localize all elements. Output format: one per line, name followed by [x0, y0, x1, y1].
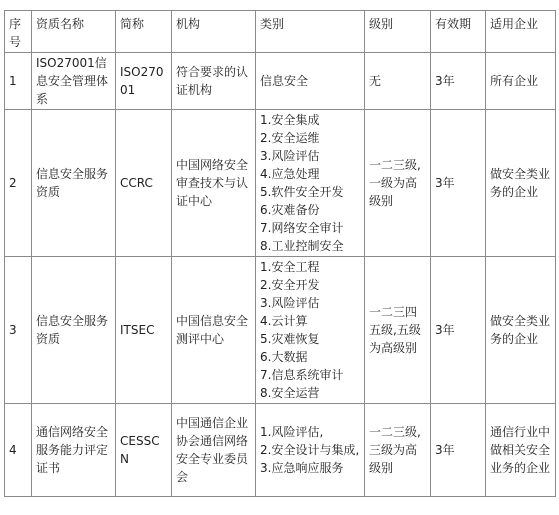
cell-validity: 3年: [431, 257, 486, 404]
cell-abbr: ITSEC: [116, 257, 172, 404]
cell-name: 信息安全服务资质: [32, 110, 116, 257]
cell-name: 通信网络安全服务能力评定证书: [32, 404, 116, 497]
cell-category: [256, 404, 365, 497]
cell-no: 3: [5, 257, 32, 404]
category-item: 5.软件安全开发: [260, 185, 344, 199]
cell-applicable: 通信行业中做相关安全业务的企业: [486, 404, 556, 497]
cell-org: 中国通信企业协会通信网络安全专业委员会: [172, 404, 256, 497]
category-item: 8.安全运营: [260, 386, 320, 400]
table-row: [5, 110, 556, 257]
category-item: 3.应急响应服务: [260, 461, 344, 475]
cell-level: 一二三级,一级为高级别: [365, 110, 431, 257]
cell-no: 1: [5, 53, 32, 110]
header-applicable: 适用企业: [486, 11, 556, 53]
table-row: [5, 404, 556, 497]
cell-validity: 3年: [431, 53, 486, 110]
cell-applicable: 所有企业: [486, 53, 556, 110]
category-item: 7.信息系统审计: [260, 368, 344, 382]
cell-level: 一二三四五级,五级为高级别: [365, 257, 431, 404]
cell-level: 一二三级,三级为高级别: [365, 404, 431, 497]
cell-abbr: CCRC: [116, 110, 172, 257]
category-item: 7.网络安全审计: [260, 221, 344, 235]
cell-applicable: 做安全类业务的企业: [486, 110, 556, 257]
cell-category: [256, 257, 365, 404]
cell-name: 信息安全服务资质: [32, 257, 116, 404]
cell-no: 2: [5, 110, 32, 257]
cell-category: [256, 110, 365, 257]
header-level: 级别: [365, 11, 431, 53]
category-item: 8.工业控制安全: [260, 239, 344, 253]
category-list: [260, 258, 360, 402]
header-org: 机构: [172, 11, 256, 53]
header-validity: 有效期: [431, 11, 486, 53]
cell-level: 无: [365, 53, 431, 110]
category-item: 6.灾难备份: [260, 203, 320, 217]
category-item: 2.安全设计与集成,: [260, 443, 360, 457]
category-list: [260, 111, 360, 255]
cell-org: 符合要求的认证机构: [172, 53, 256, 110]
category-item: 3.风险评估: [260, 296, 320, 310]
category-item: 信息安全: [260, 74, 309, 88]
table-row: [5, 257, 556, 404]
table-row: [5, 53, 556, 110]
category-item: 1.安全工程: [260, 260, 320, 274]
header-abbr: 简称: [116, 11, 172, 53]
cell-abbr: CESSCN: [116, 404, 172, 497]
cell-validity: 3年: [431, 110, 486, 257]
category-item: 2.安全运维: [260, 131, 320, 145]
category-item: 5.灾难恢复: [260, 332, 320, 346]
category-item: 6.大数据: [260, 350, 308, 364]
category-item: 4.云计算: [260, 314, 308, 328]
qualification-table: [4, 10, 556, 497]
category-item: 1.风险评估,: [260, 425, 324, 439]
category-list: [260, 423, 360, 477]
category-item: 1.安全集成: [260, 113, 320, 127]
cell-name: ISO27001信息安全管理体系: [32, 53, 116, 110]
header-no: 序号: [5, 11, 32, 53]
cell-applicable: 做安全类业务的企业: [486, 257, 556, 404]
cell-abbr: ISO27001: [116, 53, 172, 110]
table-header-row: [5, 11, 556, 53]
header-category: 类别: [256, 11, 365, 53]
category-item: 2.安全开发: [260, 278, 320, 292]
cell-org: 中国网络安全审查技术与认证中心: [172, 110, 256, 257]
cell-org: 中国信息安全测评中心: [172, 257, 256, 404]
header-name: 资质名称: [32, 11, 116, 53]
cell-category: [256, 53, 365, 110]
category-item: 4.应急处理: [260, 167, 320, 181]
cell-validity: 3年: [431, 404, 486, 497]
cell-no: 4: [5, 404, 32, 497]
category-item: 3.风险评估: [260, 149, 320, 163]
category-list: [260, 72, 360, 90]
